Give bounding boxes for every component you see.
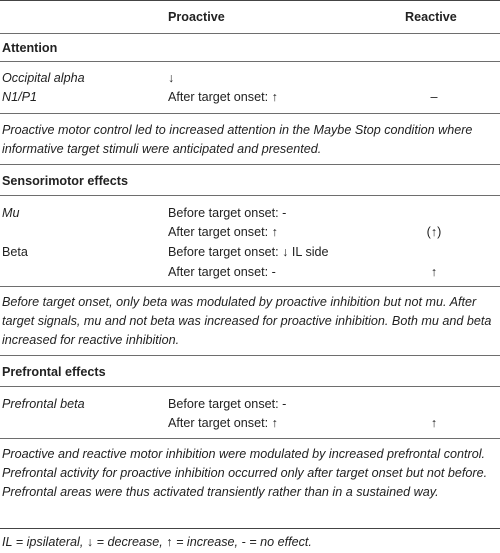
prefrontal-note: Proactive and reactive motor inhibition were modulated by increased prefrontal control. Prefrontal activity for proactive inhibition occurred only after target onset but not before. Prefrontal areas were thus activated transiently rather than in a sustained way. (2, 447, 488, 499)
measure-mu: Mu (2, 206, 20, 220)
section-title-prefrontal: Prefrontal effects (2, 365, 106, 379)
measure-n1-p1: N1/P1 (2, 90, 38, 104)
section-rule (0, 386, 500, 387)
proactive-prefrontal-after: After target onset: ↑ (168, 416, 278, 430)
measure-prefrontal-beta: Prefrontal beta (2, 397, 85, 411)
reactive-mu: (↑) (426, 225, 442, 239)
section-rule (0, 61, 500, 62)
proactive-n1-p1: After target onset: ↑ (168, 90, 278, 104)
row-rule (0, 113, 500, 114)
bottom-rule (0, 528, 500, 529)
row-rule (0, 286, 500, 287)
header-reactive: Reactive (405, 10, 457, 24)
proactive-beta-before: Before target onset: ↓ IL side (168, 245, 329, 259)
row-rule (0, 355, 500, 356)
section-rule (0, 195, 500, 196)
attention-note: Proactive motor control led to increased attention in the Maybe Stop condition where informative target stimuli were anticipated and presented. (2, 123, 473, 156)
sensorimotor-note: Before target onset, only beta was modulated by proactive inhibition but not mu. After target signals, mu and not beta was increased for proactive inhibition. Both mu and beta increased for reactive inhibition. (2, 295, 492, 347)
row-rule (0, 438, 500, 439)
header-rule (0, 33, 500, 34)
section-title-sensorimotor: Sensorimotor effects (2, 174, 128, 188)
proactive-prefrontal-before: Before target onset: - (168, 397, 287, 411)
proactive-mu-after: After target onset: ↑ (168, 225, 278, 239)
proactive-beta-after: After target onset: - (168, 265, 276, 279)
row-rule (0, 164, 500, 165)
measure-beta: Beta (2, 245, 28, 259)
proactive-mu-before: Before target onset: - (168, 206, 287, 220)
section-title-attention: Attention (2, 41, 58, 55)
reactive-beta: ↑ (430, 265, 438, 279)
reactive-prefrontal: ↑ (430, 416, 438, 430)
reactive-n1-p1: – (430, 90, 438, 104)
header-proactive: Proactive (168, 10, 225, 24)
measure-occipital-alpha: Occipital alpha (2, 71, 85, 85)
top-rule (0, 0, 500, 1)
table-footnote: IL = ipsilateral, ↓ = decrease, ↑ = increase, - = no effect. (2, 535, 312, 549)
proactive-occipital-alpha: ↓ (168, 71, 175, 85)
